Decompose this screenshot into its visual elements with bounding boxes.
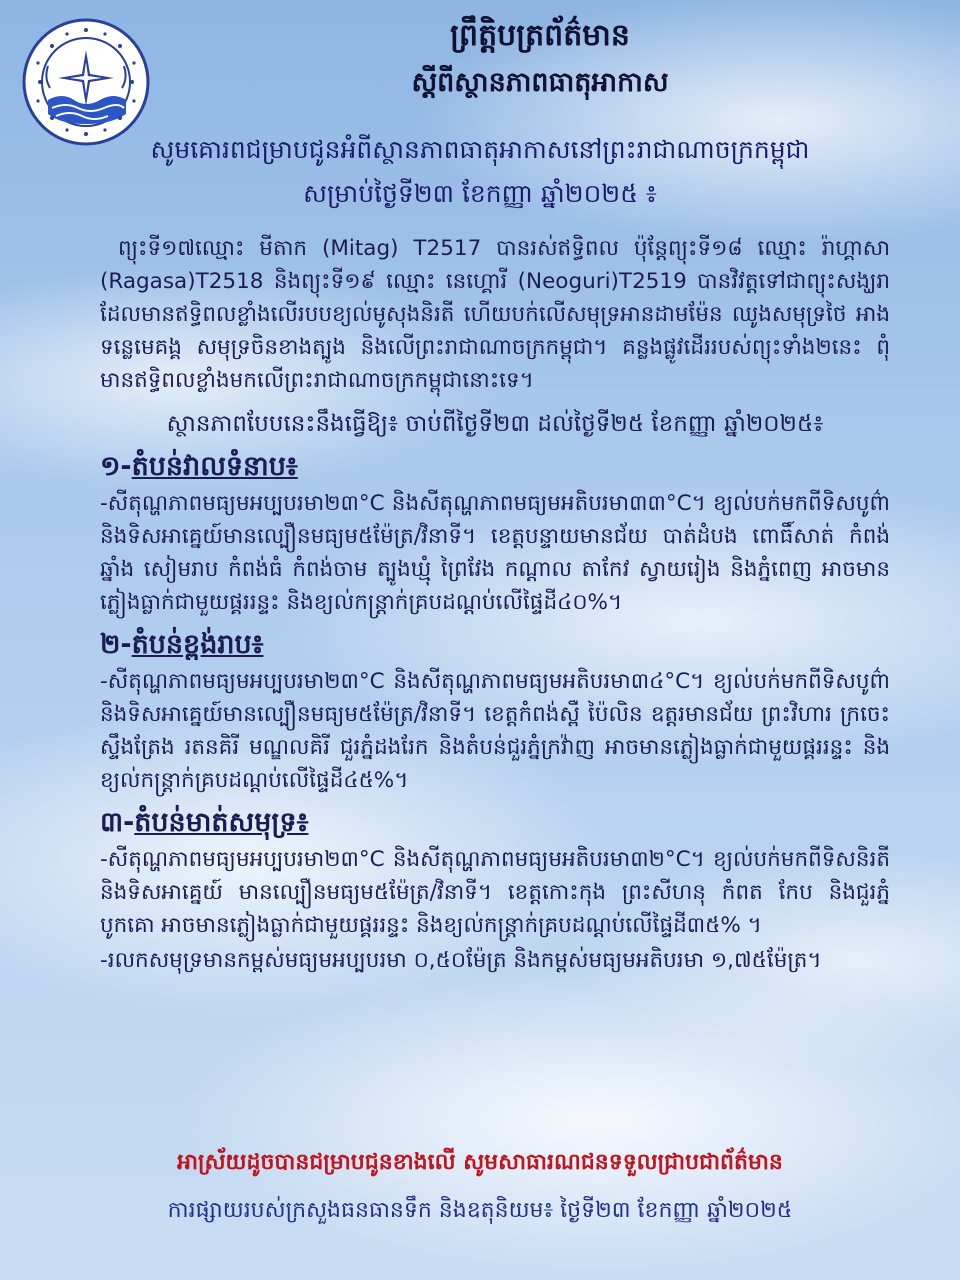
ministry-logo xyxy=(22,18,150,146)
region-number: ២- xyxy=(100,629,132,660)
sea-wave-forecast: -រលកសមុទ្រមានកម្ពស់មធ្យមអប្បបរមា ០,៥០ម៉ែត្រ និងកម្ពស់មធ្យមអតិបរមា ១,៧៥ម៉ែត្រ។ xyxy=(100,948,822,973)
issuer-source-line: ការផ្សាយរបស់ក្រសួងធនធានទឹក និងឧតុនិយម៖ ថ្ងៃទី២៣ ខែកញ្ញា ឆ្នាំ២០២៥ xyxy=(167,1198,793,1223)
public-notice: អាស្រ័យដូចបានជម្រាបជូនខាងលើ សូមសាធារណជនទទួលជ្រាបជាព័ត៌មាន xyxy=(177,1150,783,1175)
greeting-line-1: សូមគោរពជម្រាបជូនអំពីស្ថានភាពធាតុអាកាសនៅព្រះរាជាណាចក្រកម្ពុជា xyxy=(150,135,810,164)
bulletin-title: ព្រឹត្តិបត្រព័ត៌មាន xyxy=(450,18,630,53)
region-forecast-text: -សីតុណ្ហភាពមធ្យមអប្បបរមា២៣°C និងសីតុណ្ហភាពមធ្យមអតិបរមា៣២°C។ ខ្យល់បក់មកពីទិសនិរតី និងទិសអាគ្នេយ៍ មានល្បឿនមធ្យម៥ម៉ែត្រ/វិនាទី។ ខេត្តកោះកុង ព្រះសីហនុ កំពត កែប និងជួរភ្នំបូកគោ អាចមានភ្លៀងធ្លាក់ជាមួយផ្គររន្ទះ និងខ្យល់កន្ត្រាក់គ្របដណ្តប់លើផ្ទៃដី៣៥% ។ xyxy=(100,847,890,938)
region-forecast-text: -សីតុណ្ហភាពមធ្យមអប្បបរមា២៣°C និងសីតុណ្ហភាពមធ្យមអតិបរមា៣៤°C។ ខ្យល់បក់មកពីទិសបូព៌ានិងទិសអាគ្នេយ៍មានល្បឿនមធ្យម៥ម៉ែត្រ/វិនាទី។ ខេត្តកំពង់ស្ពឺ ប៉ៃលិន ឧត្តរមានជ័យ ព្រះវិហារ ក្រចេះ ស្ទឹងត្រែង រតនគិរី មណ្ឌលគិរី ជួរភ្នំដងរែក និងតំបន់ជួរភ្នំក្រវ៉ាញ អាចមានភ្លៀងធ្លាក់ជាមួយផ្គររន្ទះ និងខ្យល់កន្ត្រាក់គ្របដណ្តប់លើផ្ទៃដី៤៥%។ xyxy=(100,669,890,793)
bulletin-body xyxy=(100,232,890,977)
greeting-line-2: សម្រាប់ថ្ងៃទី២៣ ខែកញ្ញា ឆ្នាំ២០២៥ ៖ xyxy=(303,179,657,208)
forecast-date-range: ស្ថានភាពបែបនេះនឹងធ្វើឱ្យ៖ ចាប់ពីថ្ងៃទី២៣ ដល់ថ្ងៃទី២៥ ខែកញ្ញា ឆ្នាំ២០២៥៖ xyxy=(166,411,824,437)
region-plateau xyxy=(100,625,890,797)
region-heading xyxy=(100,447,890,487)
region-heading xyxy=(100,803,890,843)
region-heading xyxy=(100,625,890,665)
region-coastal xyxy=(100,803,890,977)
bulletin-header xyxy=(160,14,920,105)
storm-intro-paragraph: ព្យុះទី១៧ឈ្មោះ មីតាក (Mitag) T2517 បានរស់ឥទ្ធិពល ប៉ុន្តែព្យុះទី១៨ ឈ្មោះ រ៉ាហ្គាសា (Ragasa)T2518 និងព្យុះទី១៩ ឈ្មោះ នេហ្គោរី (Neoguri)T2519 បានវិវត្តទៅជាព្យុះសង្ឃរា ដែលមានឥទ្ធិពលខ្លាំងលើរបបខ្យល់មូសុងនិរតី ហើយបក់លើសមុទ្រអានដាមម៉ែន ឈូងសមុទ្រថៃ អាងទន្លេមេគង្គ សមុទ្រចិនខាងត្បូង និងលើព្រះរាជាណាចក្រកម្ពុជា។ គន្លងផ្លូវដើររបស់ព្យុះទាំង២នេះ ពុំមានឥទ្ធិពលខ្លាំងមកលើព្រះរាជាណាចក្រកម្ពុជានោះទេ។ xyxy=(100,236,890,393)
bulletin-subtitle: ស្តីពីស្ថានភាពធាតុអាកាស xyxy=(411,67,669,98)
greeting-block xyxy=(60,128,900,216)
region-number: ៣- xyxy=(100,807,135,838)
region-title: តំបន់ខ្ពង់រាប៖ xyxy=(131,629,264,660)
region-title: តំបន់វាលទំនាប៖ xyxy=(131,451,298,482)
region-title: តំបន់មាត់សមុទ្រ៖ xyxy=(134,807,309,838)
region-lowland xyxy=(100,447,890,619)
region-forecast-text: -សីតុណ្ហភាពមធ្យមអប្បបរមា២៣°C និងសីតុណ្ហភាពមធ្យមអតិបរមា៣៣°C។ ខ្យល់បក់មកពីទិសបូព៌ា និងទិសអាគ្នេយ៍មានល្បឿនមធ្យម៥ម៉ែត្រ/វិនាទី។ ខេត្តបន្ទាយមានជ័យ បាត់ដំបង ពោធិ៍សាត់ កំពង់ឆ្នាំង សៀមរាប កំពង់ធំ កំពង់ចាម ត្បូងឃ្មុំ ព្រៃវែង កណ្តាល តាកែវ ស្វាយរៀង និងភ្នំពេញ អាចមានភ្លៀងធ្លាក់ជាមួយផ្គររន្ទះ និងខ្យល់កន្ត្រាក់គ្របដណ្តប់លើផ្ទៃដី៤០%។ xyxy=(100,491,890,615)
ministry-seal-icon xyxy=(22,18,150,146)
region-number: ១- xyxy=(100,451,132,482)
